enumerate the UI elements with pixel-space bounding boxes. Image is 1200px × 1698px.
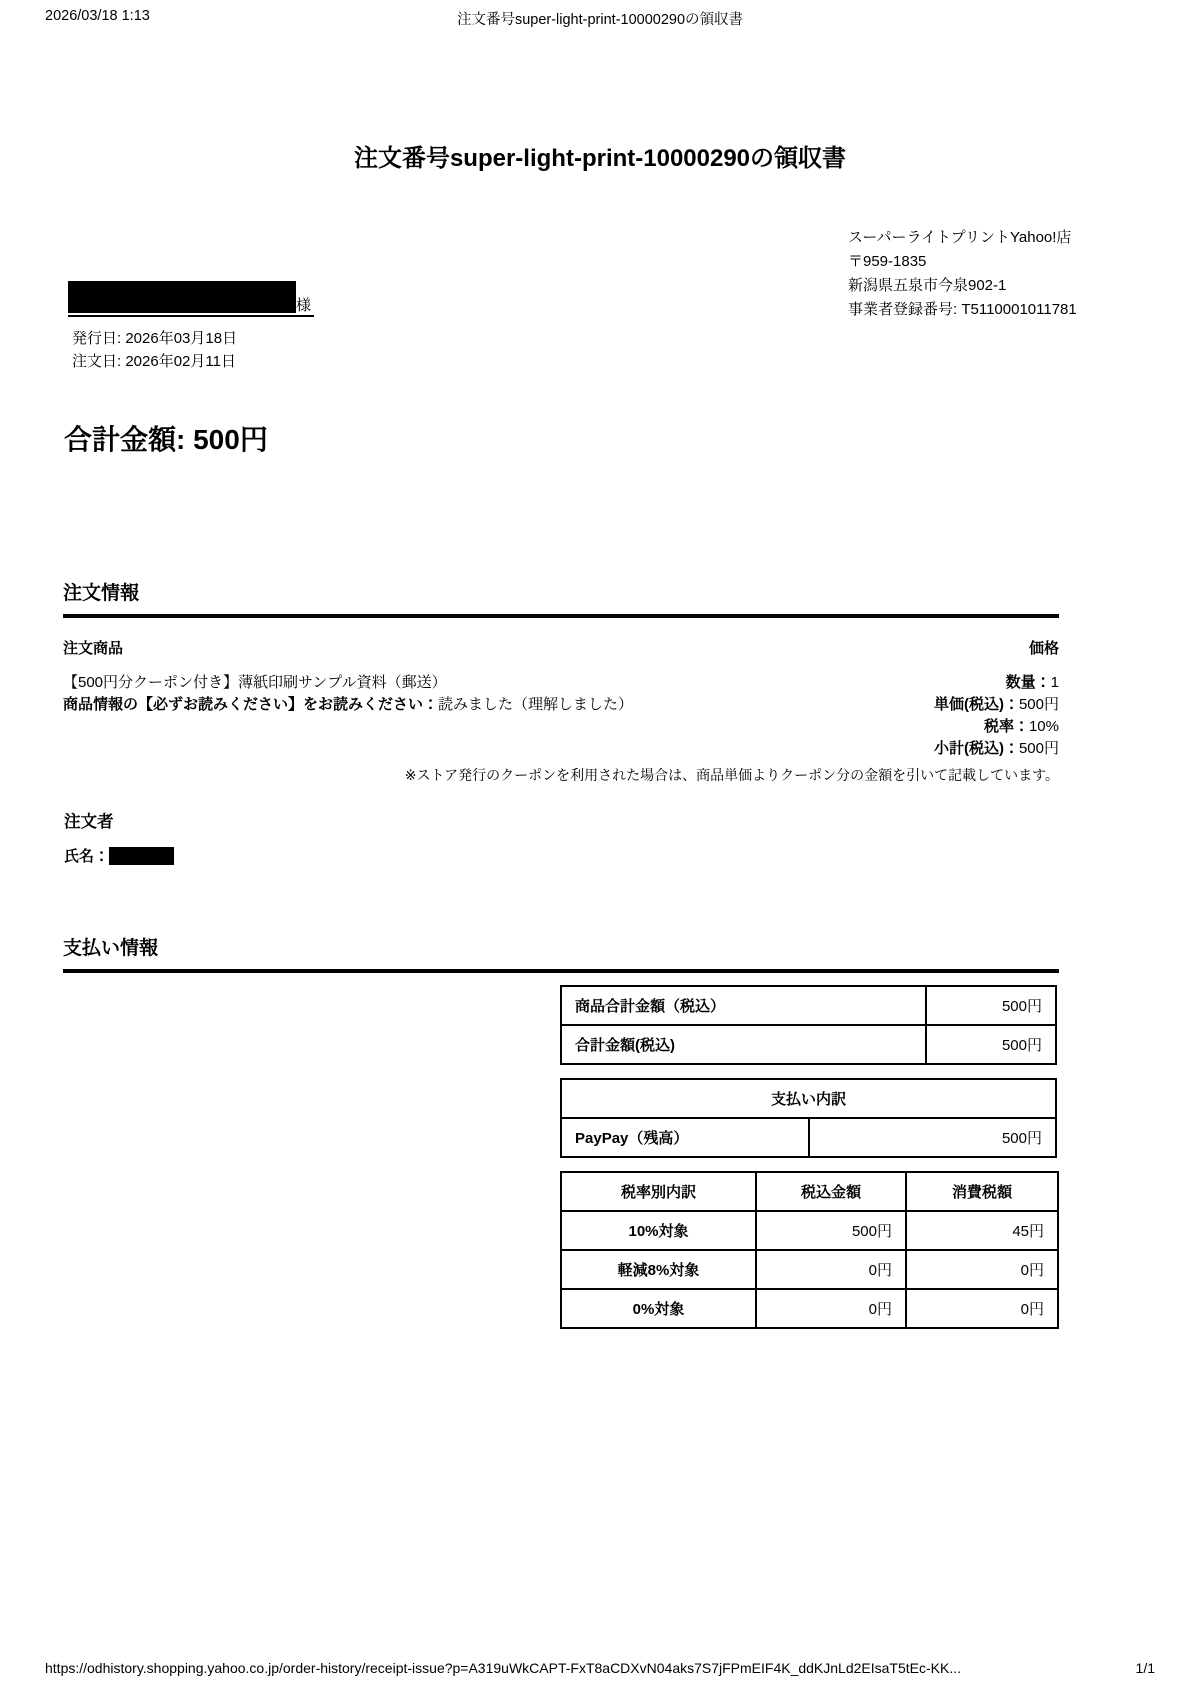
table-row xyxy=(561,1250,1058,1289)
subtotal-line xyxy=(934,738,1059,760)
tax-consumption: 45円 xyxy=(906,1211,1058,1250)
summary-row-label: 商品合計金額（税込） xyxy=(561,986,926,1025)
breakdown-method-label: PayPay（残高） xyxy=(561,1118,809,1157)
tax-amount: 0円 xyxy=(756,1289,906,1328)
product-note-label: 商品情報の【必ずお読みください】をお読みください： xyxy=(63,696,439,713)
tax-amount: 0円 xyxy=(756,1250,906,1289)
tax-rate-value: 10% xyxy=(1028,718,1059,735)
print-header-datetime: 2026/03/18 1:13 xyxy=(45,8,150,24)
print-footer-url: https://odhistory.shopping.yahoo.co.jp/order-history/receipt-issue?p=A319uWkCAPT-FxT8aCDXvN04aks7S7jFPmEIF4K_ddKJnLd2EIsaT5tEc-KK... xyxy=(45,1660,962,1676)
order-table-header xyxy=(63,637,1059,658)
table-row xyxy=(561,986,1056,1025)
subtotal-label: 小計(税込)： xyxy=(933,740,1019,757)
table-row xyxy=(561,1211,1058,1250)
order-date: 注文日: 2026年02月11日 xyxy=(72,353,236,370)
order-product-column-label: 注文商品 xyxy=(63,640,124,657)
date-block xyxy=(72,327,237,373)
tax-table-header-tax: 消費税額 xyxy=(906,1172,1058,1211)
store-info-block xyxy=(848,226,1077,322)
recipient-line xyxy=(68,281,314,317)
issue-date: 発行日: 2026年03月18日 xyxy=(72,330,238,347)
breakdown-header: 支払い内訳 xyxy=(561,1079,1056,1118)
summary-row-value: 500円 xyxy=(926,1025,1056,1064)
table-row xyxy=(561,1118,1056,1157)
store-name: スーパーライトプリントYahoo!店 xyxy=(848,229,1072,246)
product-name: 【500円分クーポン付き】薄紙印刷サンプル資料（郵送） xyxy=(63,674,447,691)
grand-total: 合計金額: 500円 xyxy=(64,424,268,455)
tax-rate-line xyxy=(934,716,1059,738)
subtotal-value: 500円 xyxy=(1018,740,1059,757)
order-item-row xyxy=(63,672,1059,760)
breakdown-method-value: 500円 xyxy=(809,1118,1057,1157)
tax-table-header-amount: 税込金額 xyxy=(756,1172,906,1211)
unit-price-line xyxy=(934,694,1059,716)
coupon-note: ※ストア発行のクーポンを利用された場合は、商品単価よりクーポン分の金額を引いて記載しています。 xyxy=(404,767,1059,783)
tax-consumption: 0円 xyxy=(906,1250,1058,1289)
table-row xyxy=(561,1289,1058,1328)
unit-price-value: 500円 xyxy=(1018,696,1059,713)
store-registration-number: 事業者登録番号: T5110001011781 xyxy=(848,301,1077,318)
payment-summary-table xyxy=(560,985,1057,1065)
tax-amount: 500円 xyxy=(756,1211,906,1250)
order-info-heading: 注文情報 xyxy=(63,578,1059,618)
store-postal-code: 〒959-1835 xyxy=(848,253,927,270)
summary-row-label: 合計金額(税込) xyxy=(561,1025,926,1064)
payment-info-heading: 支払い情報 xyxy=(63,933,1059,973)
table-row xyxy=(561,1079,1056,1118)
product-note xyxy=(63,694,633,716)
orderer-name-label: 氏名： xyxy=(64,848,110,865)
recipient-honorific: 様 xyxy=(296,297,312,314)
table-row xyxy=(561,1025,1056,1064)
tax-category: 0%対象 xyxy=(561,1289,756,1328)
quantity-line xyxy=(934,672,1059,694)
tax-table-header-category: 税率別内訳 xyxy=(561,1172,756,1211)
tax-breakdown-table xyxy=(560,1171,1059,1329)
tax-category: 軽減8%対象 xyxy=(561,1250,756,1289)
product-note-value: 読みました（理解しました） xyxy=(438,696,634,713)
print-footer-page-number: 1/1 xyxy=(1135,1660,1155,1676)
payment-tables xyxy=(560,985,1057,1342)
quantity-value: 1 xyxy=(1050,674,1059,691)
redacted-recipient-name xyxy=(68,281,296,313)
redacted-orderer-name xyxy=(109,847,174,865)
table-row xyxy=(561,1172,1058,1211)
tax-category: 10%対象 xyxy=(561,1211,756,1250)
order-item-description xyxy=(63,672,633,760)
tax-rate-label: 税率： xyxy=(983,718,1029,735)
tax-consumption: 0円 xyxy=(906,1289,1058,1328)
orderer-name-line xyxy=(64,845,174,866)
orderer-heading: 注文者 xyxy=(64,813,114,831)
unit-price-label: 単価(税込)： xyxy=(933,696,1019,713)
payment-breakdown-table xyxy=(560,1078,1057,1158)
summary-row-value: 500円 xyxy=(926,986,1056,1025)
print-header-title: 注文番号super-light-print-10000290の領収書 xyxy=(456,12,744,28)
order-price-column-label: 価格 xyxy=(1028,640,1059,657)
order-item-price-details xyxy=(934,672,1059,760)
store-address: 新潟県五泉市今泉902-1 xyxy=(848,277,1007,294)
receipt-title: 注文番号super-light-print-10000290の領収書 xyxy=(353,145,847,172)
quantity-label: 数量： xyxy=(1005,674,1051,691)
